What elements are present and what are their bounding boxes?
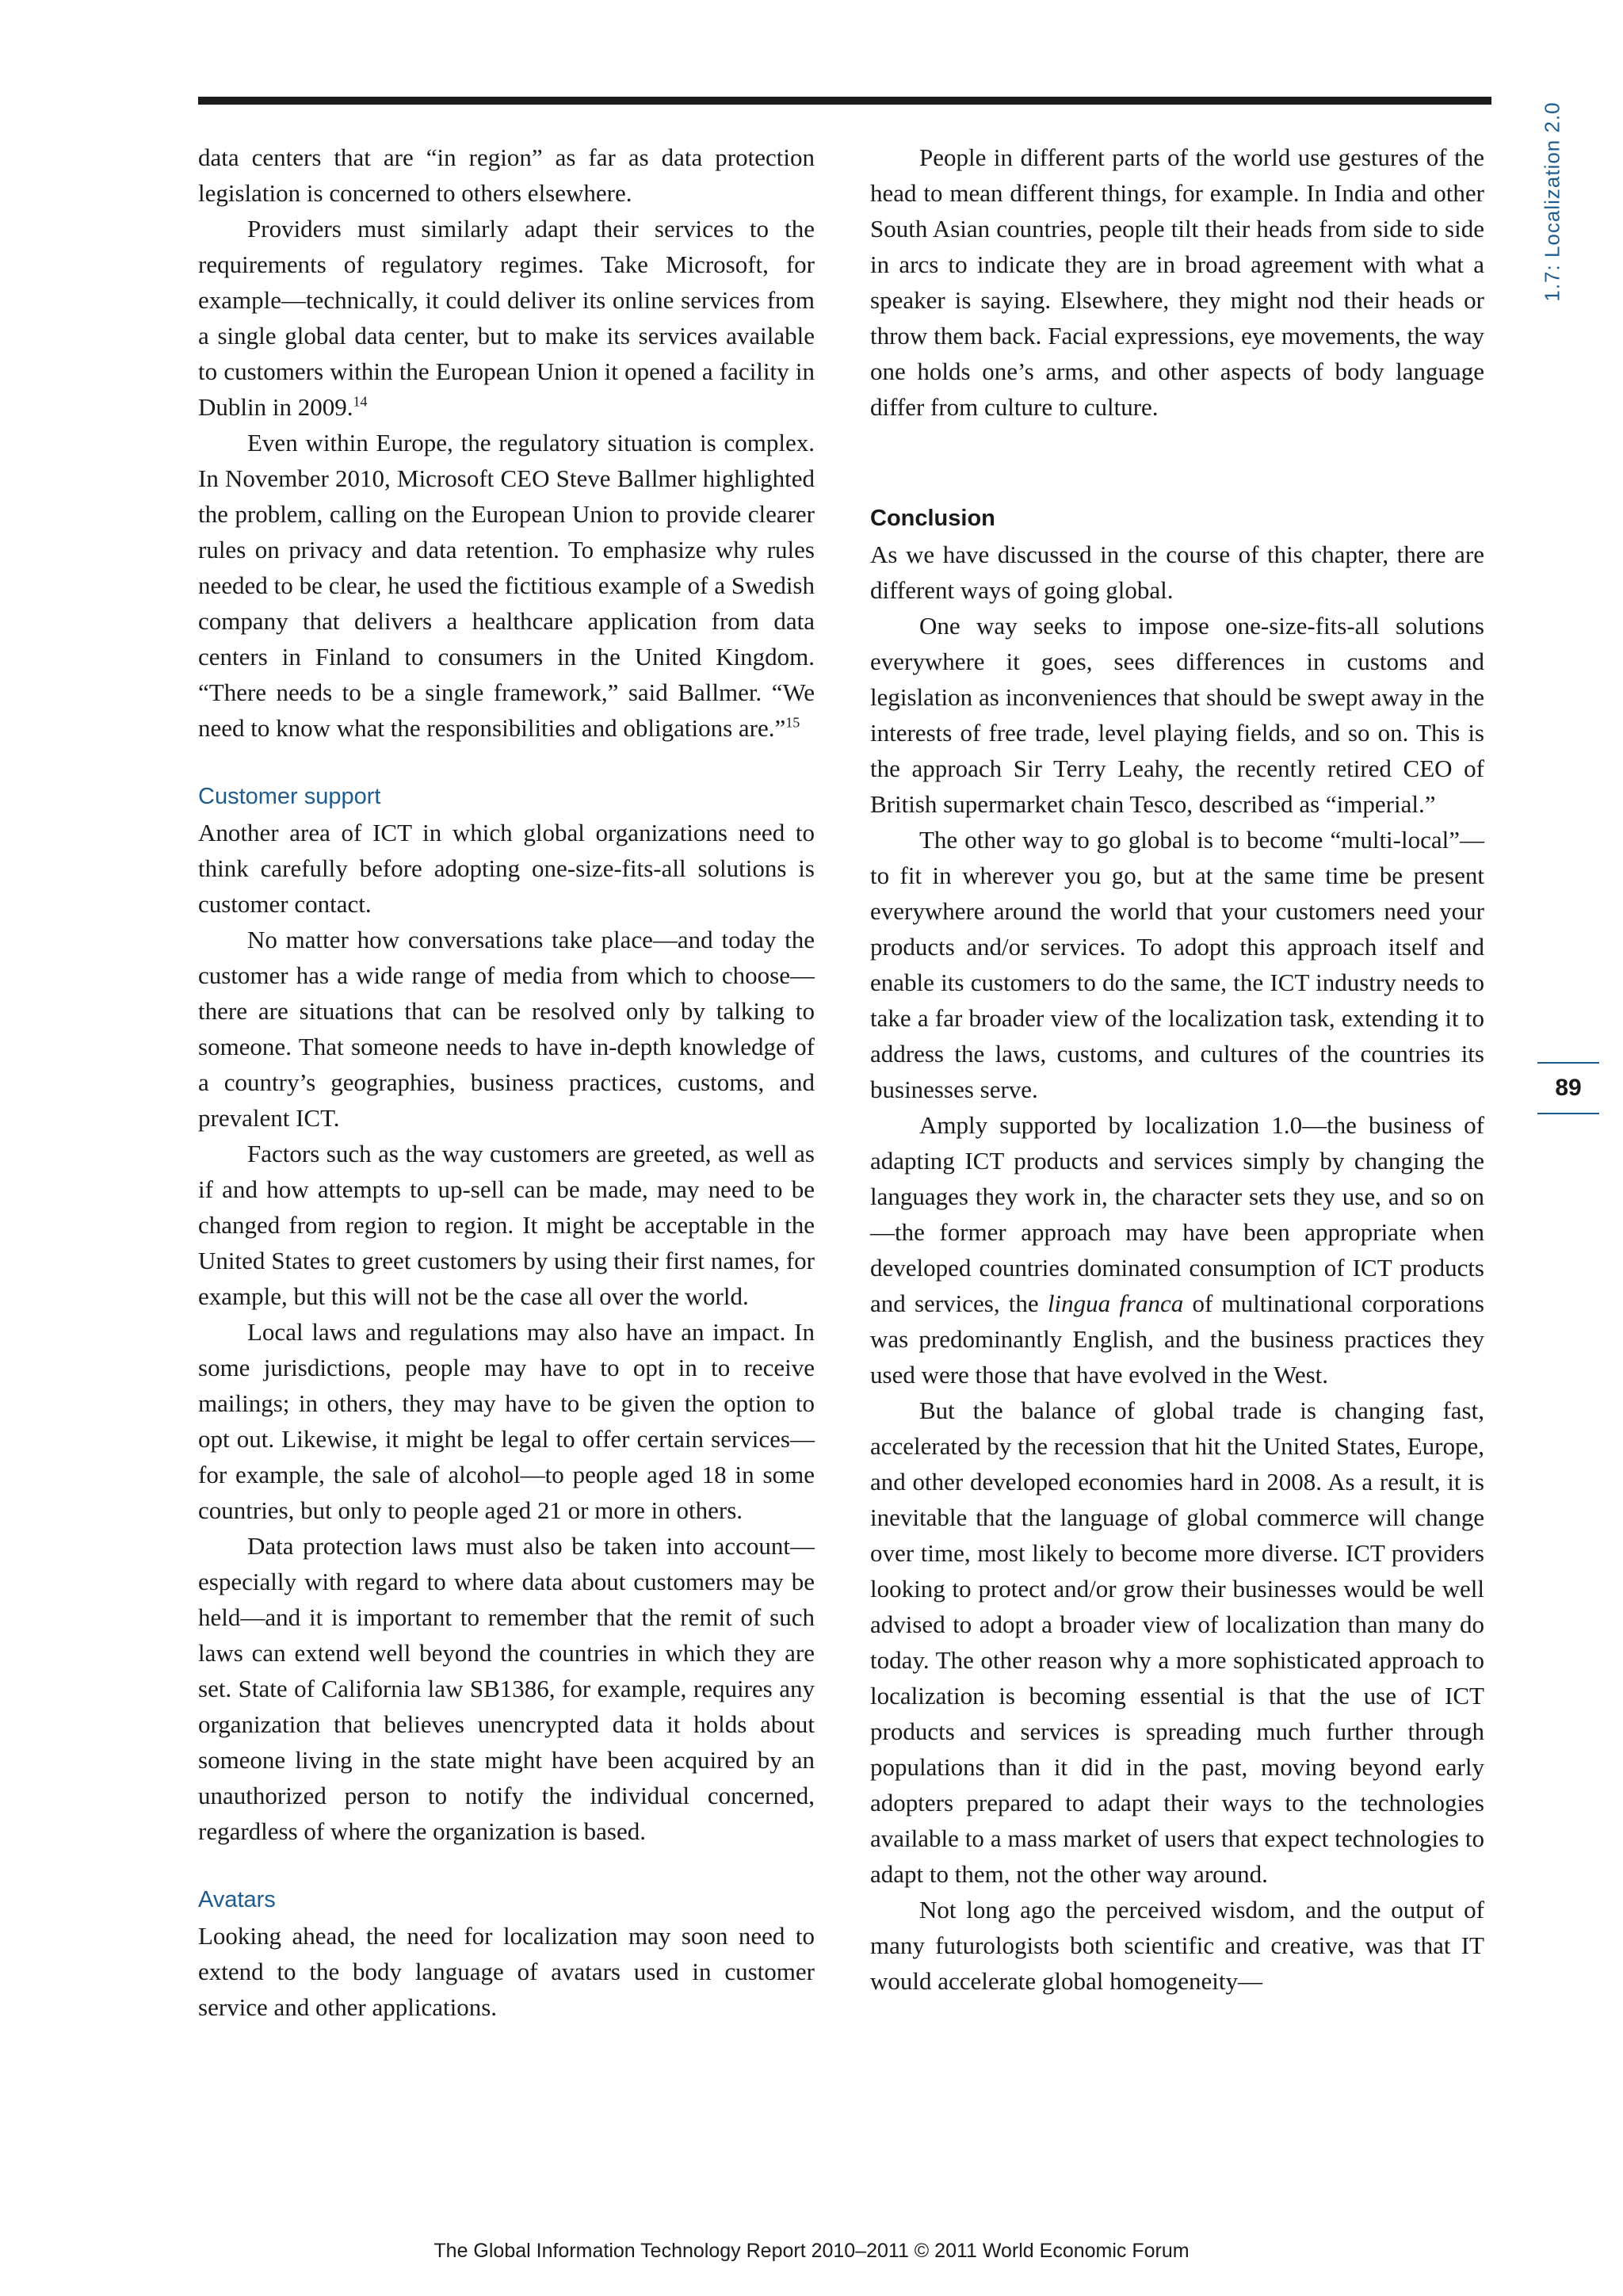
paragraph: Even within Europe, the regulatory situation is complex. In November 2010, Microsoft CEO Steve Ballmer highlighted the problem, calling on the European Union to provide clearer rules on privacy and data retention. To emphasize why rules needed to be clear, he used the fictitious example of a Swedish company that delivers a healthcare application from data centers in Finland to consumers in the United Kingdom. “There needs to be a single framework,” said Ballmer. “We need to know what the responsibilities and obligations are.”$^{15}$ [198,429,815,742]
heading-avatars: Avatars [198,1887,276,1912]
paragraph: Providers must similarly adapt their services to the requirements of regulatory regimes. Take Microsoft, for example—technically, it could deliver its online services from a single global data center, but to make its services available to customers within the European Union it opened a facility in Dublin in 2009.14 [198,215,815,421]
paragraph: Looking ahead, the need for localization may soon need to extend to the body language of avatars used in customer service and other applications. [198,1922,815,2021]
page-number-rule-bottom [1537,1113,1599,1114]
paragraph: Amply supported by localization 1.0—the business of adapting ICT products and services simply by changing the languages they work in, the character sets they use, and so on—the former approach may have been appropriate when developed countries dominated consumption of ICT products and services, the lingua franca of multinational corporations was predominantly English, and the business practices they used were those that have evolved in the West. [870,1111,1484,1389]
paragraph: One way seeks to impose one-size-fits-all solutions everywhere it goes, sees differences in customs and legislation as inconveniences that should be swept away in the interests of free trade, level playing fields, and so on. This is the approach Sir Terry Leahy, the recently retired CEO of British supermarket chain Tesco, described as “imperial.” [870,612,1484,818]
paragraph: Local laws and regulations may also have an impact. In some jurisdictions, people may have to opt in to receive mailings; in others, they may have to be given the option to opt out. Likewise, it might be legal to offer certain services—for example, the sale of alcohol—to people aged 18 in some countries, but only to people aged 21 or more in others. [198,1318,815,1524]
paragraph: Factors such as the way customers are greeted, as well as if and how attempts to up-sell can be made, may need to be changed from region to region. It might be acceptable in the United States to greet customers by using their first names, for example, but this will not be the case all over the world. [198,1140,815,1310]
heading-conclusion: Conclusion [870,506,995,531]
paragraph: The other way to go global is to become “multi-local”—to fit in wherever you go, but at the same time be present everywhere around the world that your customers need your products and/or services. To adopt this approach itself and enable its customers to do the same, the ICT industry needs to take a far broader view of the localization task, extending it to address the laws, customs, and cultures of the countries its businesses serve. [870,826,1484,1103]
page-footer: The Global Information Technology Report 2010–2011 © 2011 World Economic Forum [433,2240,1190,2262]
italic-term: lingua franca [1047,1289,1184,1317]
paragraph: Another area of ICT in which global organizations need to think carefully before adopting one-size-fits-all solutions is customer contact. [198,819,815,918]
footnote-ref: 14 [353,393,368,410]
paragraph: No matter how conversations take place—and today the customer has a wide range of media from which to choose—there are situations that can be resolved only by talking to someone. That someone needs to have in-depth knowledge of a country’s geographies, business practices, customs, and prevalent ICT. [198,926,815,1132]
paragraph: But the balance of global trade is changing fast, accelerated by the recession that hit the United States, Europe, and other developed economies hard in 2008. As a result, it is inevitable that the language of global commerce will change over time, most likely to become more diverse. ICT providers looking to protect and/or grow their businesses would be well advised to adopt a broader view of localization than many do today. The other reason why a more sophisticated approach to localization is becoming essential is that the use of ICT products and services is spreading much further through populations than it did in the past, moving beyond early adopters prepared to adapt their ways to the technologies available to a mass market of users that expect technologies to adapt to them, not the other way around. [870,1396,1484,1888]
paragraph: Not long ago the perceived wisdom, and the output of many futurologists both scientific and creative, was that IT would accelerate global homogeneity— [870,1896,1484,1995]
paragraph: People in different parts of the world use gestures of the head to mean different things, for example. In India and other South Asian countries, people tilt their heads from side to side in arcs to indicate they are in broad agreement with what a speaker is saying. Elsewhere, they might nod their heads or throw them back. Facial expressions, eye movements, the way one holds one’s arms, and other aspects of body language differ from culture to culture. [870,143,1484,421]
paragraph: data centers that are “in region” as far as data protection legislation is concerned to others elsewhere. [198,143,815,207]
section-label-text: 1.7: Localization 2.0 [1540,101,1564,302]
heading-customer-support: Customer support [198,784,381,809]
footnote-ref: 15 [785,714,800,731]
paragraph: Data protection laws must also be taken into account—especially with regard to where data about customers may be held—and it is important to remember that the remit of such laws can extend well beyond the countries in which they are set. State of California law SB1386, for example, requires any organization that believes unencrypted data it holds about someone living in the state might have been acquired by an unauthorized person to notify the individual concerned, regardless of where the organization is based. [198,1532,815,1845]
left-column [198,139,815,2025]
paragraph: As we have discussed in the course of this chapter, there are different ways of going global. [870,541,1484,604]
right-column [870,139,1484,1999]
section-side-label [1536,95,1569,308]
top-rule [198,97,1491,105]
page-number: 89 [1555,1075,1582,1101]
